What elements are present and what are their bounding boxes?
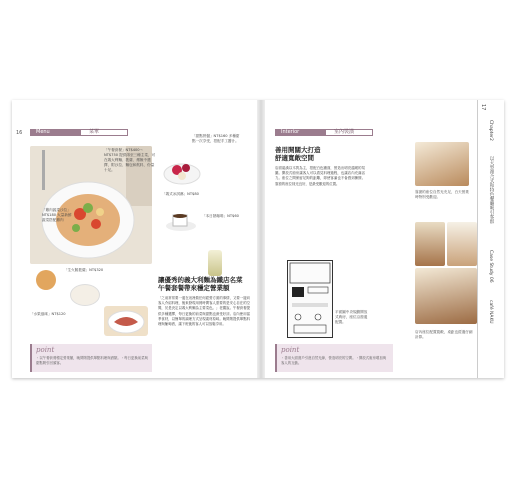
right-heading: 善用開闊大打造舒適寬敞空間 <box>275 146 321 162</box>
floor-plan-drawing <box>288 261 332 337</box>
callout-text: 「生火腿披薩」NT$320 <box>64 268 104 272</box>
point-body: ・以午餐套餐穩定營業額，晚間則提供單點料理與酒類。・每日更換前菜與甜點吸引回頭客。 <box>36 356 148 365</box>
left-page <box>12 100 257 378</box>
case-study-label: Case Study 06 <box>488 250 493 283</box>
drink-photo <box>208 250 222 276</box>
section-header <box>275 129 373 136</box>
callout-dessert <box>192 134 242 144</box>
interior-caption-2: 店內座位配置寬敞，桌距也經過仔細計算。 <box>415 330 473 339</box>
point-box-right <box>275 344 393 372</box>
interior-photo-1 <box>415 142 469 186</box>
callout-fruit <box>30 312 74 317</box>
callout-lunch <box>104 148 156 173</box>
right-body: 店面裝潢以木質為主，搭配白色牆面，營造出明亮溫暖的氛圍。開放式廚房讓客人可以看見料理過程，也讓店內充滿活力。座位之間保留足夠的距離，即使客滿也不會感到擁擠。靠窗的座位採光良好，是最受歡迎的位置。 <box>275 166 365 186</box>
section-header-en: Interior <box>275 129 325 136</box>
callout-text: 「午餐套餐」NT$400～NT$750 提供兩至三種主菜，可在義大利麵、披薩、燉飯中選擇，附沙拉、麵包和飲料，份量十足。 <box>104 148 156 172</box>
point-body: ・善用大面窗戶引進自然光線，營造明亮的空間。・開放式廚房增加與客人的互動。 <box>281 356 387 365</box>
chapter-label: Chapter2 <box>488 120 493 141</box>
callout-text: 「義式冰淇淋」NT$80 <box>162 192 199 196</box>
callout-text: 「甜點拼盤」NT$160 多種甜點一次享受，搭配手工醬汁。 <box>192 134 240 143</box>
pizza-photo <box>36 270 56 290</box>
book-spread <box>12 100 504 378</box>
callout-text: 「本日熱咖啡」NT$60 <box>202 214 239 218</box>
set-photo <box>104 306 148 336</box>
coffee-photo <box>164 210 198 232</box>
interior-caption-1: 靠窗的座位自然光充足，白天營業時特別受歡迎。 <box>415 190 469 199</box>
page-number: 17 <box>480 104 486 111</box>
floor-plan <box>287 260 333 338</box>
shop-name: café NAKU <box>488 300 493 324</box>
callout-icecream <box>162 192 202 197</box>
set-meal-illustration <box>104 306 148 336</box>
interior-photo-4 <box>415 268 477 324</box>
chapter-tab <box>477 100 504 378</box>
section-header <box>30 129 128 136</box>
interior-photo-2 <box>415 222 445 266</box>
left-heading: 讓優秀的義大利麵為鐵店名菜午餐套餐帶來穩定營業額 <box>158 276 243 292</box>
callout-coffee <box>202 214 242 219</box>
dessert-illustration <box>162 148 202 188</box>
callout-salad <box>42 208 72 223</box>
dessert-photo <box>162 148 202 188</box>
callout-text: 「水果風味」NT$120 <box>30 312 66 316</box>
point-title: point <box>36 346 55 354</box>
chapter-subtitle: 以大型複合式和特色餐廳吸引客群 <box>489 156 494 224</box>
section-header-en: Menu <box>30 129 80 136</box>
point-title: point <box>281 346 300 354</box>
section-header-zh: 室內裝潢 <box>325 129 373 136</box>
coffee-cup-illustration <box>164 210 198 232</box>
plate-photo <box>70 284 100 306</box>
page-number: 16 <box>16 130 23 136</box>
left-body: 「之前常常要一邊在這裡做任何經營方面的事情，又要一邊向客人介紹料理，後來發現用餐時間客人需要的是安心自在的空間，於是決定以義大利麵為主要菜色。」老闆說。午餐套餐提供多種選擇，每日更換的前菜與甜點也深受好評。店內使用當季食材，以簡單的調理方式呈現素材原味。晚間則提供單點料理與葡萄酒，讓下班後的客人可以放鬆享用。 <box>158 296 250 327</box>
point-box-left <box>30 344 152 372</box>
book-gutter <box>257 100 265 378</box>
right-page <box>265 100 504 378</box>
interior-photo-3 <box>447 222 477 266</box>
section-header-zh: 菜單 <box>80 129 128 136</box>
callout-pizza <box>64 268 114 273</box>
callout-text: 「雞肉蔬菜沙拉」NT$180 大量新鮮蔬菜搭配雞肉 <box>42 208 72 222</box>
floor-plan-caption: 平面圖中央規劃開放式廚房，座位沿窗邊配置。 <box>335 310 368 324</box>
